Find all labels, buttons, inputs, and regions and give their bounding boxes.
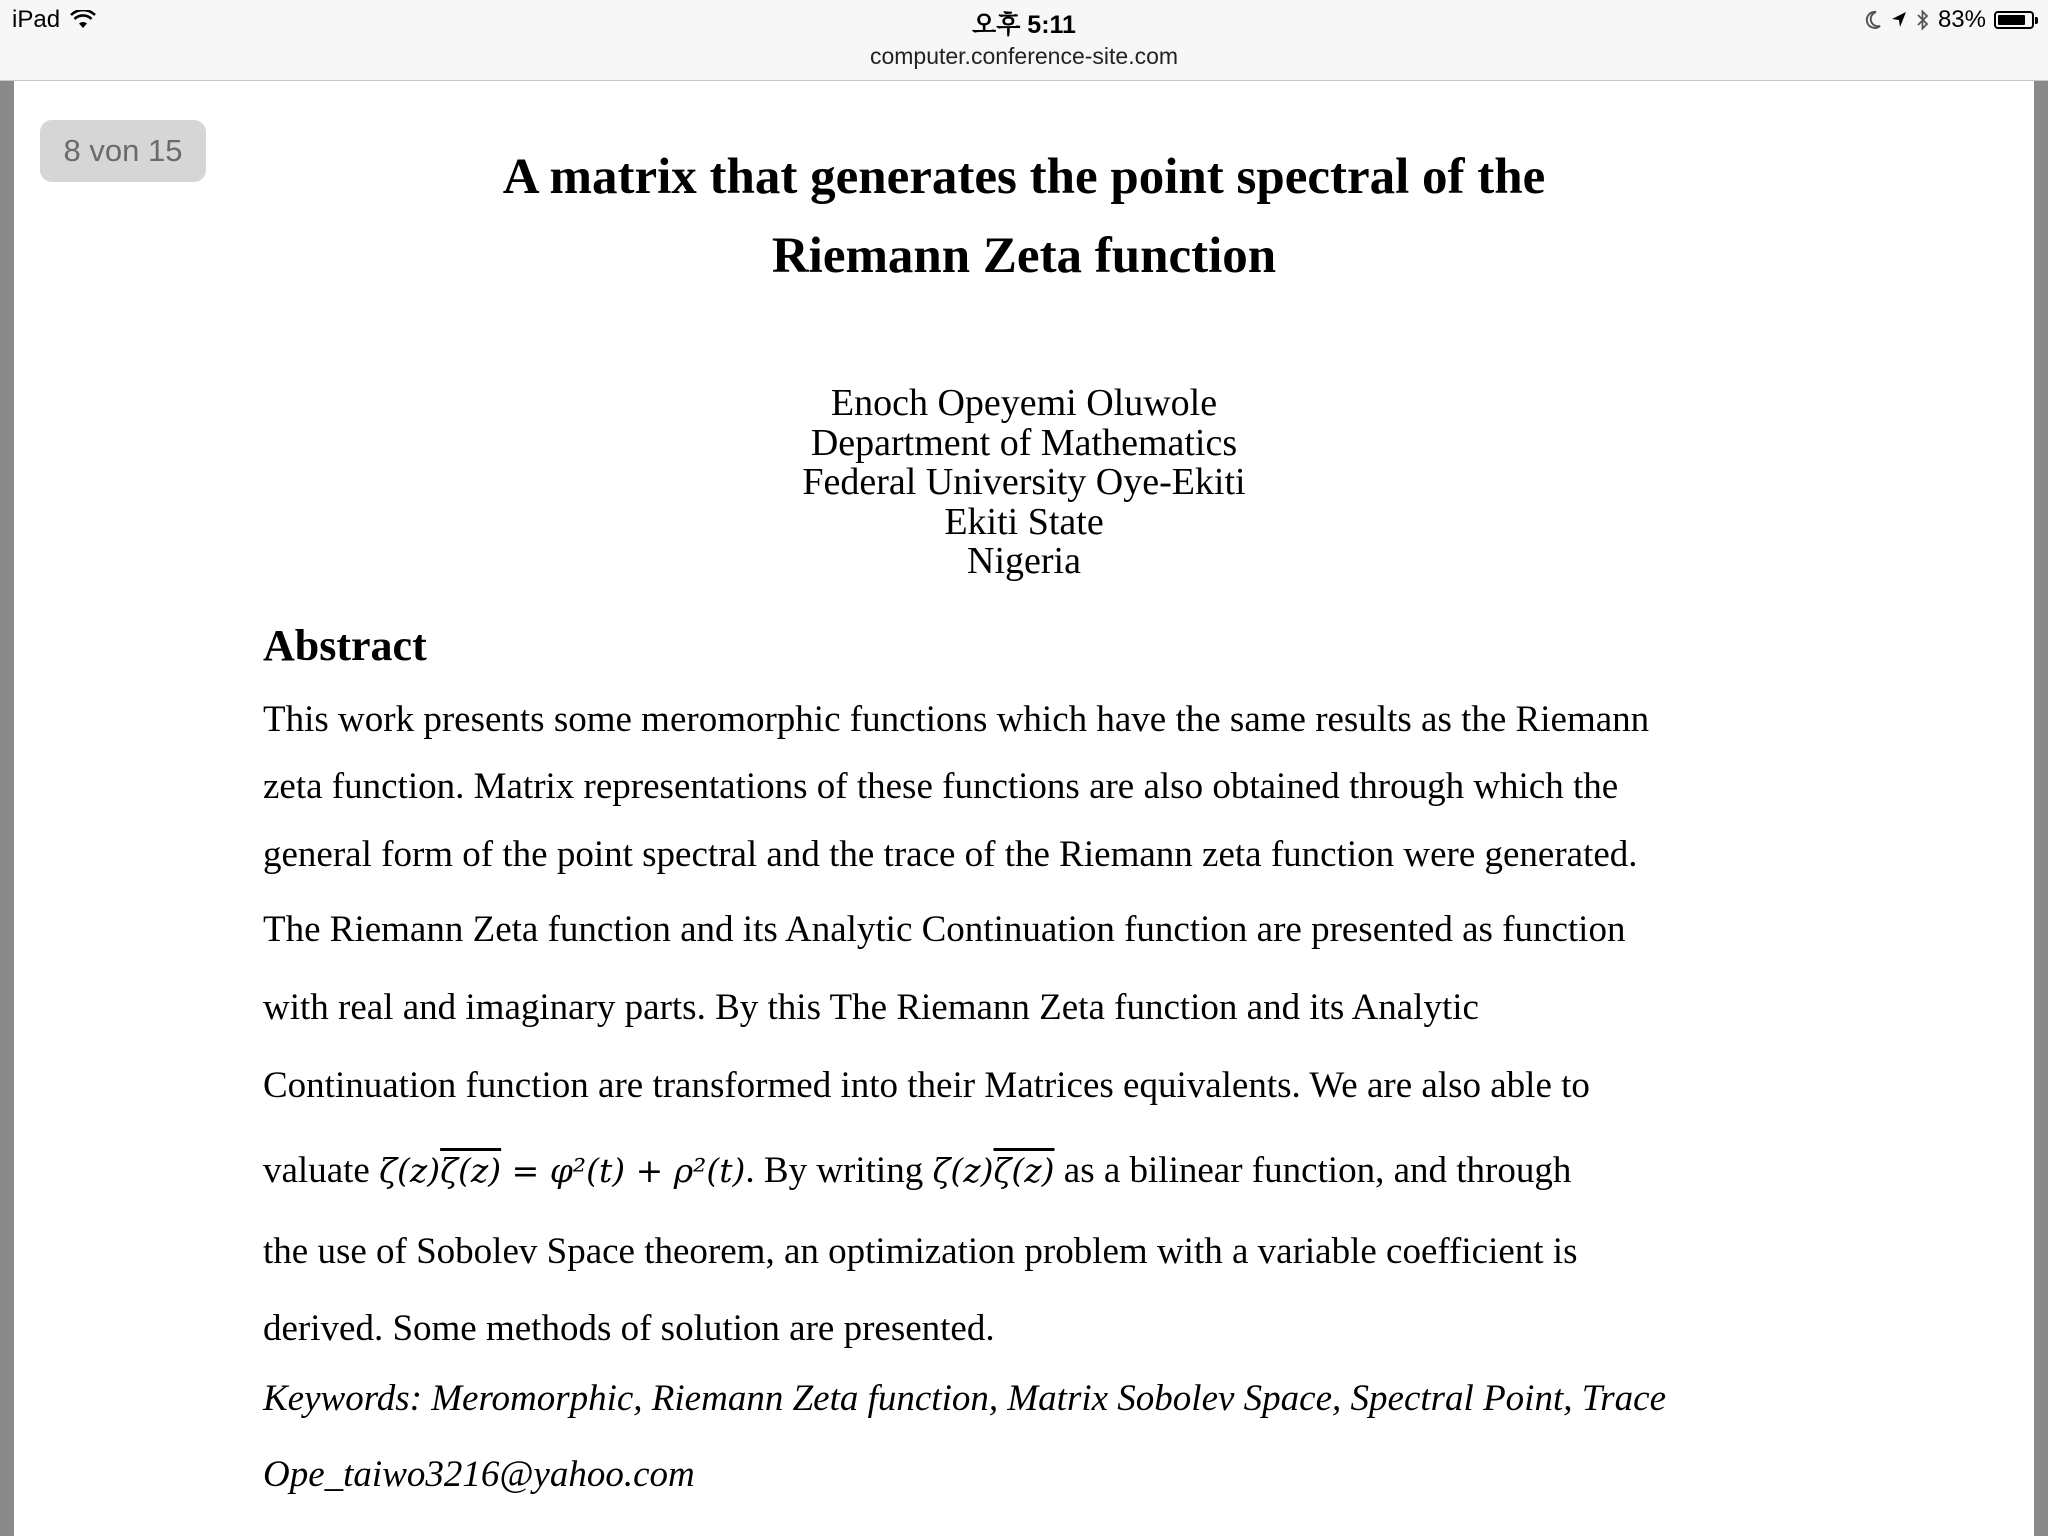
battery-percent: 83% [1937, 6, 1986, 33]
equation-mid-text: . By writing [745, 1150, 933, 1191]
abstract-line: derived. Some methods of solution are presented. [263, 1308, 995, 1349]
battery-fill [1998, 15, 2025, 25]
abstract-heading: Abstract [263, 621, 427, 670]
moon-icon [1864, 10, 1882, 30]
author-country: Nigeria [967, 540, 1081, 582]
equation-pre-text: valuate [263, 1150, 380, 1191]
status-bar [0, 0, 2048, 40]
abstract-line: with real and imaginary parts. By this The Riemann Zeta function and its Analytic [263, 987, 1479, 1028]
page-indicator: 8 von 15 [40, 120, 206, 182]
status-right [1864, 6, 2034, 34]
url-text[interactable]: computer.conference-site.com [869, 43, 1179, 69]
device-label: iPad [12, 6, 61, 33]
battery-nub [2035, 17, 2038, 24]
author-email[interactable]: Ope_taiwo3216@yahoo.com [263, 1454, 695, 1495]
equation-zeta-conjugate: ζ(z) [440, 1151, 502, 1190]
equation-post-text: as a bilinear function, and through [1054, 1150, 1572, 1191]
bluetooth-icon [1916, 9, 1930, 31]
equation-zeta: ζ(z) [379, 1151, 441, 1190]
abstract-line: general form of the point spectral and the trace of the Riemann zeta function were generated. [263, 834, 1638, 875]
address-bar[interactable] [0, 40, 2048, 81]
equation-rhs: = φ²(t) + ρ²(t) [501, 1151, 746, 1190]
abstract-line: the use of Sobolev Space theorem, an optimization problem with a variable coefficient is [263, 1231, 1578, 1272]
abstract-line: This work presents some meromorphic functions which have the same results as the Riemann [263, 699, 1650, 740]
bilinear-zeta-conjugate: ζ(z) [993, 1151, 1055, 1190]
bilinear-zeta: ζ(z) [932, 1151, 994, 1190]
abstract-line: zeta function. Matrix representations of these functions are also obtained through which the [263, 766, 1619, 807]
title-line-2: Riemann Zeta function [771, 228, 1277, 284]
author-name: Enoch Opeyemi Oluwole [830, 382, 1218, 424]
author-department: Department of Mathematics [810, 421, 1238, 464]
viewer-left-edge [0, 81, 14, 1536]
abstract-line-equation [263, 1149, 1571, 1192]
abstract-line: The Riemann Zeta function and its Analytic Continuation function are presented as function [263, 909, 1626, 950]
author-university: Federal University Oye-Ekiti [802, 461, 1246, 503]
abstract-line: Continuation function are transformed into their Matrices equivalents. We are also able to [263, 1065, 1590, 1106]
battery-icon [1994, 11, 2034, 29]
viewer-right-edge [2034, 81, 2048, 1536]
title-line-1: A matrix that generates the point spectral of the [502, 149, 1546, 205]
keywords: Keywords: Meromorphic, Riemann Zeta function, Matrix Sobolev Space, Spectral Point, Trace [263, 1378, 1667, 1419]
author-state: Ekiti State [944, 500, 1104, 543]
location-arrow-icon [1890, 10, 1908, 30]
clock: 오후 5:11 [972, 11, 1076, 39]
author-block [0, 384, 2048, 582]
paper-title [0, 138, 2048, 296]
